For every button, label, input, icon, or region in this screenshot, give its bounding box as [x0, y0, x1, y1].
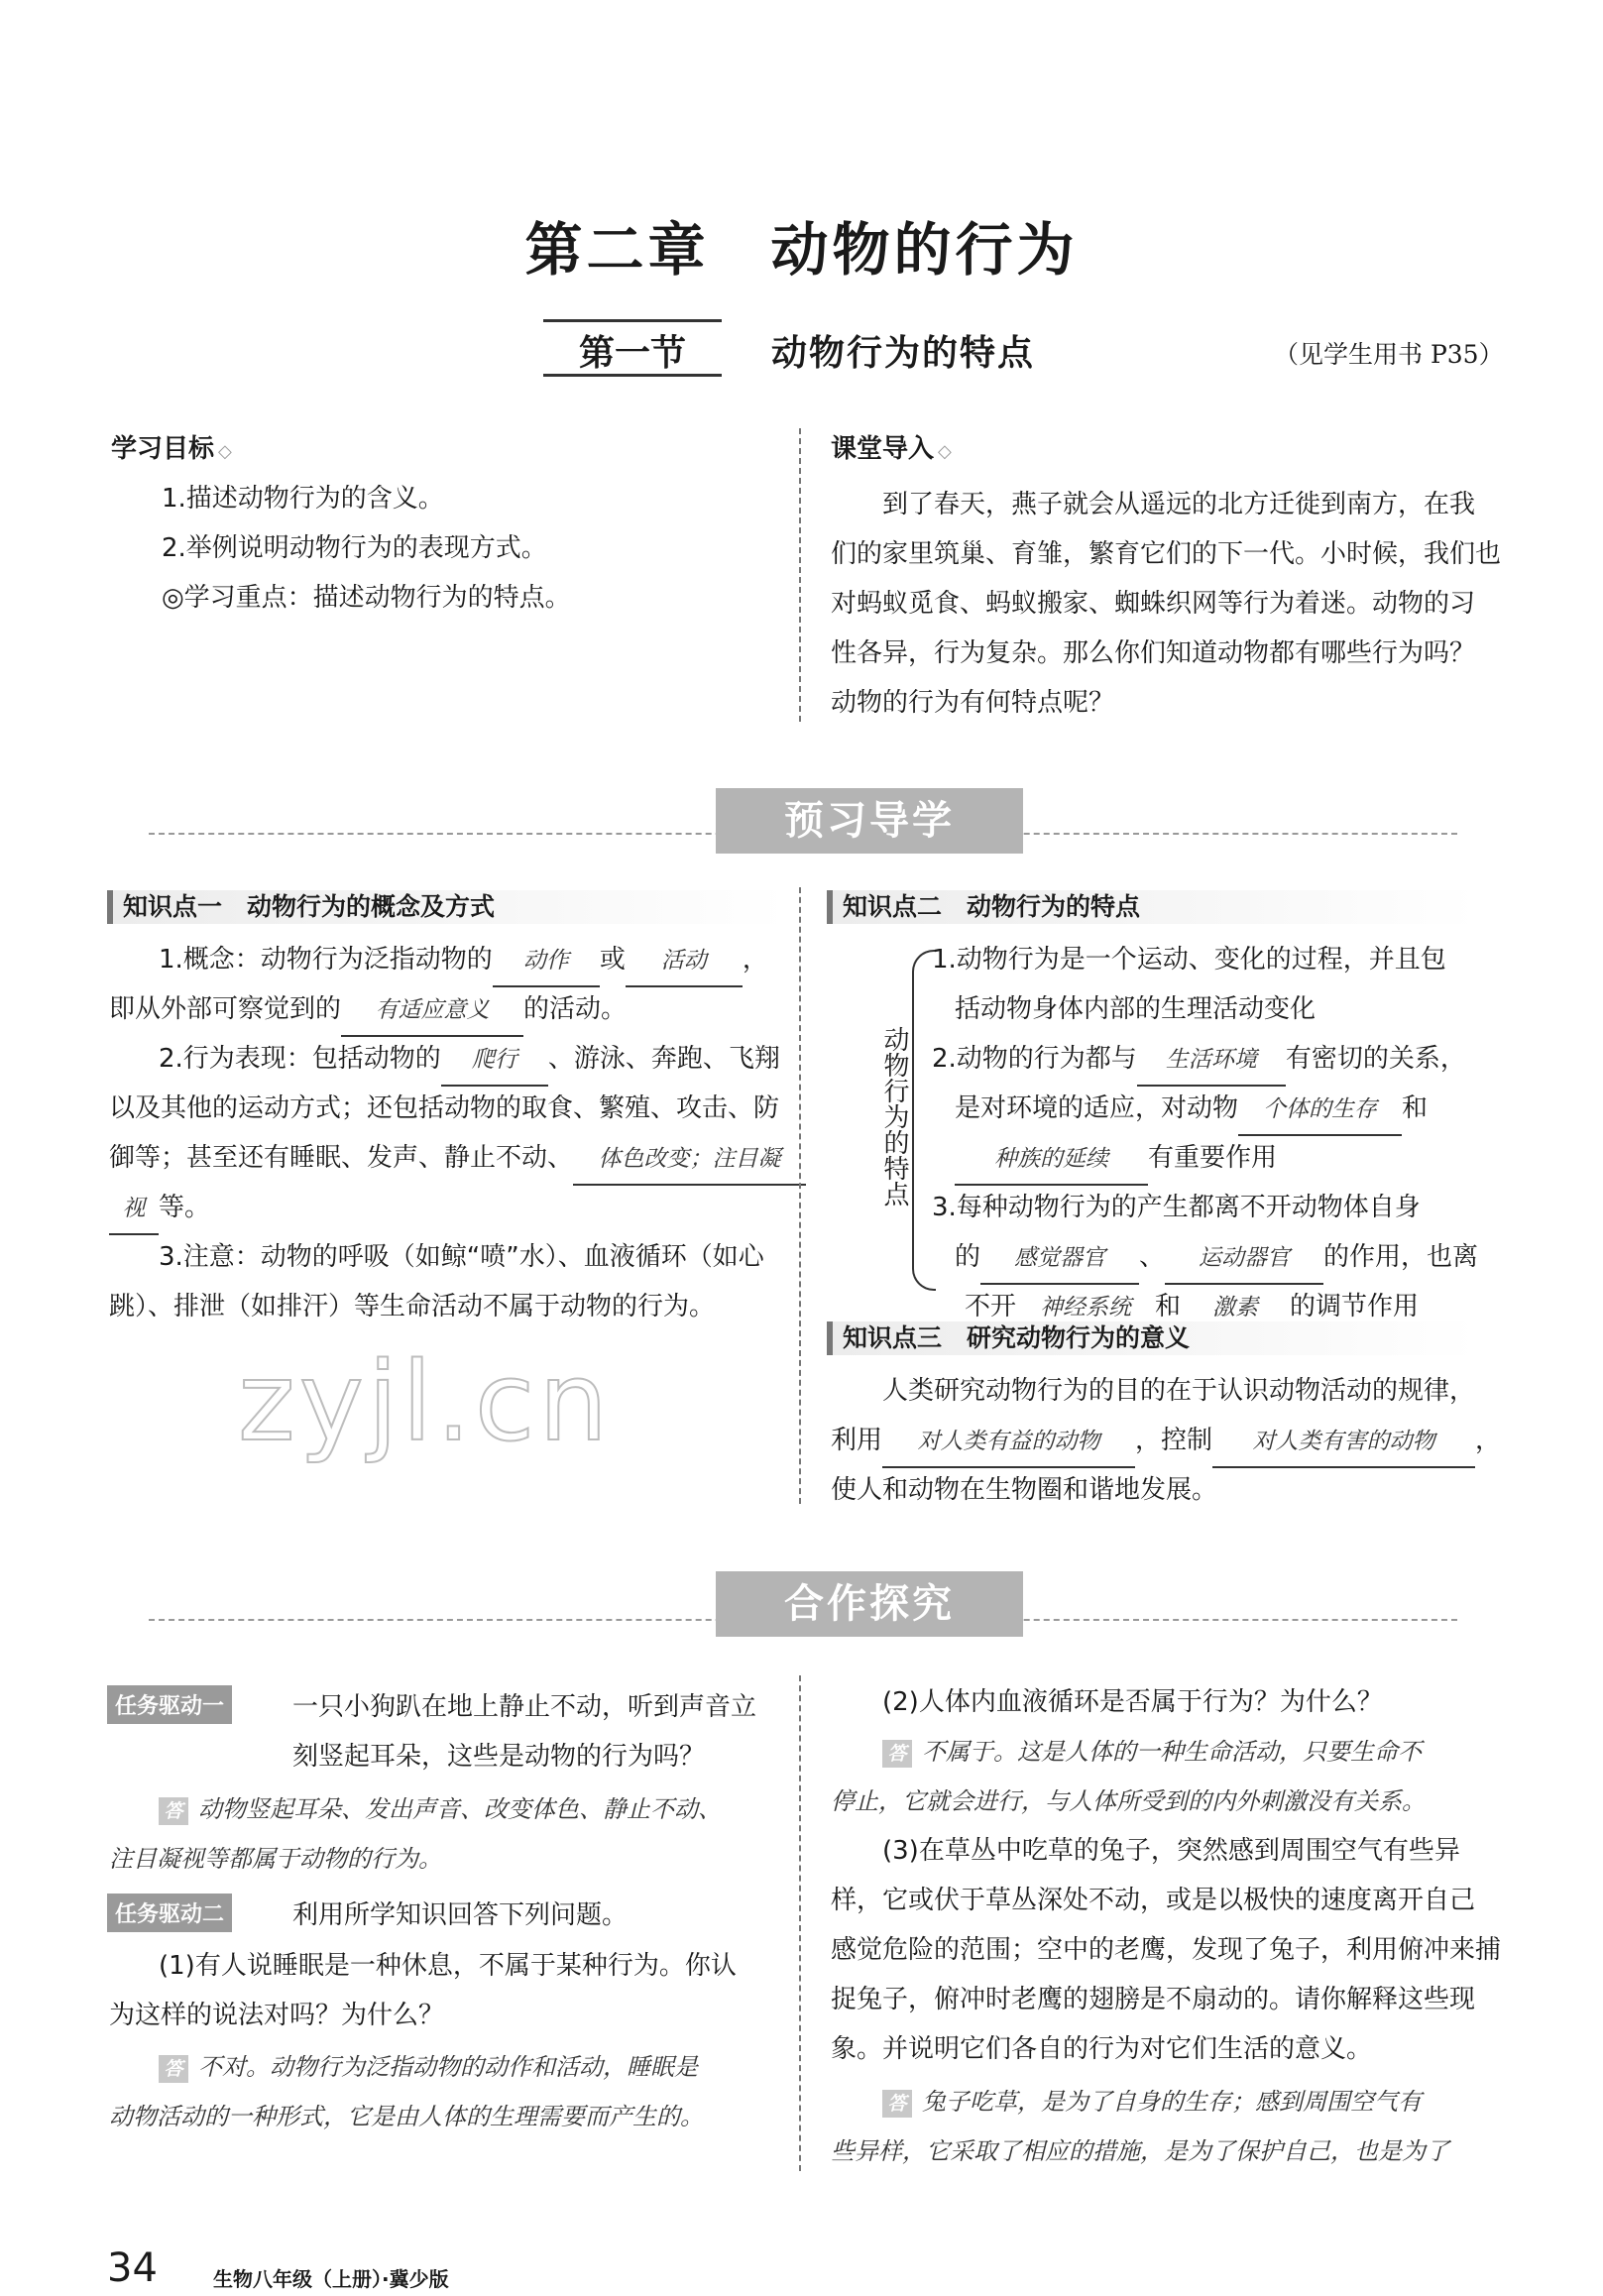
kp1-line: 即从外部可察觉到的 有适应意义 的活动。: [109, 984, 627, 1037]
answer-blank: 生活环境: [1137, 1035, 1286, 1087]
chapter-title: 第二章 动物的行为: [524, 216, 1079, 284]
side-label: 动物行为的特点: [879, 1026, 909, 1206]
answer-blank: 视: [109, 1184, 159, 1235]
kp1-line: 御等；甚至还有睡眠、发声、静止不动、 体色改变；注目凝: [109, 1133, 806, 1186]
kp3-line: 使人和动物在生物圈和谐地发展。: [831, 1475, 1218, 1505]
task1-answer: 注目凝视等都属于动物的行为。: [109, 1845, 442, 1873]
task2-subquestion: (1)有人说睡眠是一种休息，不属于某种行为。你认: [159, 1951, 737, 1981]
kp2-line: 1.动物行为是一个运动、变化的过程，并且包: [932, 945, 1446, 975]
answer-blank: 运动器官: [1165, 1233, 1323, 1285]
task2-answer: 停止，它就会进行，与人体所受到的内外刺激没有关系。: [831, 1787, 1426, 1815]
answer-icon: 答: [159, 2055, 188, 2083]
kp2-line: 2.动物的行为都与 生活环境 有密切的关系，: [932, 1034, 1466, 1087]
task2-subquestion: 为这样的说法对吗？为什么？: [109, 2001, 445, 2030]
brace: [912, 950, 936, 1291]
preview-banner: 预习导学: [716, 788, 1023, 854]
intro-line: 对蚂蚁觅食、蚂蚁搬家、蜘蛛织网等行为着迷。动物的习: [831, 589, 1476, 619]
knowledge-point-1-heading: 知识点一 动物行为的概念及方式: [107, 890, 787, 924]
kp3-line: 人类研究动物行为的目的在于认识动物活动的规律，: [882, 1376, 1476, 1406]
answer-blank: 种族的延续: [955, 1134, 1148, 1186]
objective-key-point: ◎学习重点：描述动物行为的特点。: [162, 583, 571, 613]
kp2-line: 的 感觉器官 、 运动器官 的作用，也离: [955, 1232, 1478, 1285]
diamond-icon: ◇: [938, 441, 952, 462]
answer-blank: 活动: [626, 936, 743, 987]
task1-question: 刻竖起耳朵，这些是动物的行为吗？: [292, 1742, 706, 1772]
column-divider: [799, 1675, 801, 2171]
objective-item: 1.描述动物行为的含义。: [162, 484, 444, 514]
answer-blank: 对人类有害的动物: [1212, 1417, 1475, 1468]
answer-blank: 感觉器官: [980, 1233, 1139, 1285]
section-number: 第一节: [578, 332, 686, 374]
book-reference: （见学生用书 P35）: [1274, 340, 1504, 369]
kp3-line: 利用 对人类有益的动物 ，控制 对人类有害的动物 ，: [831, 1416, 1501, 1468]
answer-icon: 答: [882, 2090, 912, 2118]
kp1-line: 视 等。: [109, 1183, 210, 1235]
intro-line: 动物的行为有何特点呢？: [831, 688, 1115, 718]
answer-blank: 有适应意义: [341, 985, 523, 1037]
task2-subquestion: (2)人体内血液循环是否属于行为？为什么？: [882, 1687, 1383, 1717]
task2-answer: 答 不属于。这是人体的一种生命活动，只要生命不: [882, 1727, 1422, 1777]
task2-subquestion: 样，它或伏于草丛深处不动，或是以极快的速度离开自己: [831, 1886, 1476, 1915]
intro-heading: 课堂导入 ◇: [831, 434, 952, 464]
kp2-line: 3.每种动物行为的产生都离不开动物体自身: [932, 1193, 1421, 1222]
answer-icon: 答: [159, 1797, 188, 1825]
task2-answer: 答 不对。动物行为泛指动物的动作和活动，睡眠是: [159, 2042, 698, 2092]
answer-blank: 激素: [1181, 1283, 1290, 1334]
objectives-heading: 学习目标 ◇: [111, 434, 232, 464]
kp1-line: 以及其他的运动方式；还包括动物的取食、繁殖、攻击、防: [109, 1093, 780, 1123]
kp2-line: 括动物身体内部的生理活动变化: [955, 994, 1317, 1024]
task2-subquestion: 感觉危险的范围；空中的老鹰，发现了兔子，利用俯冲来捕: [831, 1935, 1502, 1965]
kp2-line: 是对环境的适应，对动物 个体的生存 和: [955, 1084, 1428, 1136]
kp1-line: 2.行为表现：包括动物的 爬行 、游泳、奔跑、飞翔: [159, 1034, 780, 1087]
answer-blank: 动作: [493, 936, 600, 987]
book-title: 生物八年级（上册）·冀少版: [213, 2267, 449, 2291]
task2-subquestion: 捉兔子，俯冲时老鹰的翅膀是不扇动的。请你解释这些现: [831, 1985, 1476, 2014]
intro-line: 们的家里筑巢、育雏，繁育它们的下一代。小时候，我们也: [831, 539, 1502, 569]
task2-question: 利用所学知识回答下列问题。: [292, 1900, 629, 1930]
task2-answer: 些异样，它采取了相应的措施，是为了保护自己，也是为了: [831, 2137, 1449, 2165]
watermark: zyjl.cn: [238, 1338, 613, 1465]
kp2-line: 种族的延续 有重要作用: [955, 1133, 1277, 1186]
intro-line: 到了春天，燕子就会从遥远的北方迁徙到南方，在我: [882, 490, 1476, 519]
cooperation-banner: 合作探究: [716, 1571, 1023, 1637]
knowledge-point-2-heading: 知识点二 动物行为的特点: [827, 890, 1477, 924]
task2-answer: 答 兔子吃草，是为了自身的生存；感到周围空气有: [882, 2077, 1422, 2126]
task1-question: 一只小狗趴在地上静止不动，听到声音立: [292, 1692, 757, 1722]
answer-blank: 个体的生存: [1238, 1085, 1402, 1136]
kp1-line: 3.注意：动物的呼吸（如鲸“喷”水）、血液循环（如心: [159, 1242, 764, 1272]
task2-subquestion: 象。并说明它们各自的行为对它们生活的意义。: [831, 2034, 1373, 2064]
objective-item: 2.举例说明动物行为的表现方式。: [162, 533, 547, 563]
intro-line: 性各异，行为复杂。那么你们知道动物都有哪些行为吗？: [831, 638, 1476, 668]
answer-blank: 体色改变；注目凝: [573, 1134, 806, 1186]
task-tag-1: 任务驱动一: [107, 1685, 232, 1724]
knowledge-point-3-heading: 知识点三 研究动物行为的意义: [827, 1321, 1477, 1355]
column-divider: [799, 428, 801, 722]
task-tag-2: 任务驱动二: [107, 1894, 232, 1932]
task2-answer: 动物活动的一种形式，它是由人体的生理需要而产生的。: [109, 2103, 704, 2130]
task2-subquestion: (3)在草丛中吃草的兔子，突然感到周围空气有些异: [882, 1836, 1460, 1866]
task1-answer: 答 动物竖起耳朵、发出声音、改变体色、静止不动、: [159, 1784, 722, 1834]
answer-blank: 爬行: [441, 1035, 548, 1087]
answer-blank: 对人类有益的动物: [882, 1417, 1135, 1468]
page-number: 34: [107, 2245, 158, 2291]
kp1-line: 1.概念：动物行为泛指动物的 动作 或 活动 ，: [159, 935, 768, 987]
kp1-line: 跳）、排泄（如排汗）等生命活动不属于动物的行为。: [109, 1292, 716, 1321]
section-title: 动物行为的特点: [771, 333, 1036, 374]
answer-blank: 神经系统: [1016, 1283, 1155, 1334]
diamond-icon: ◇: [218, 441, 232, 462]
kp2-line: 不开 神经系统 和 激素 的调节作用: [965, 1282, 1419, 1334]
answer-icon: 答: [882, 1740, 912, 1768]
column-divider: [799, 887, 801, 1504]
